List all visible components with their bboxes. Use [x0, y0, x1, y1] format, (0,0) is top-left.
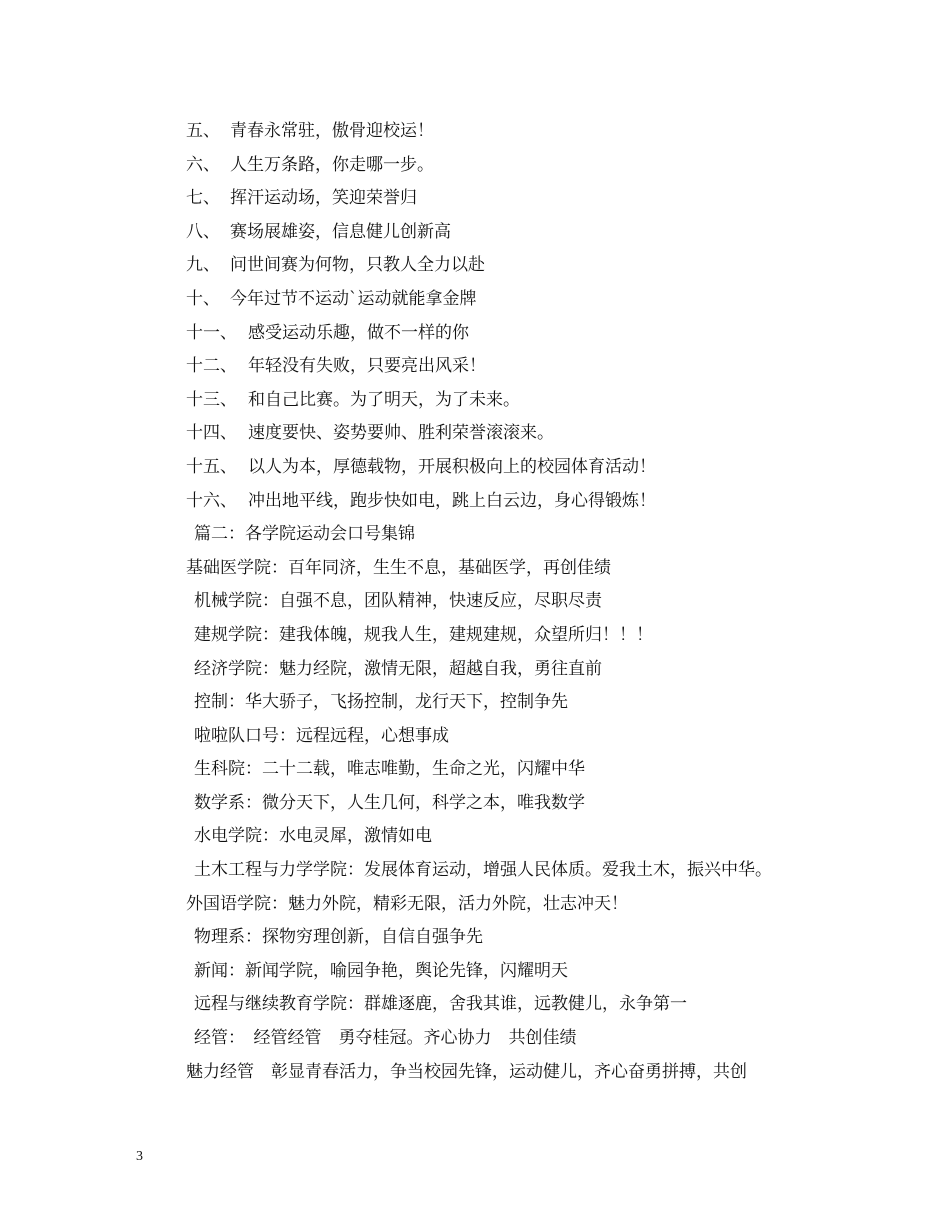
slogan-line: 水电学院：水电灵犀，激情如电 — [194, 826, 432, 847]
slogan-line: 生科院：二十二载，唯志唯勤，生命之光，闪耀中华 — [194, 759, 585, 780]
list-item — [186, 384, 866, 418]
slogan-line: 经济学院：魅力经院，激情无限，超越自我，勇往直前 — [194, 658, 602, 679]
list-item-number: 十二、 — [186, 356, 237, 377]
list-item-text: 速度要快、姿势要帅、胜利荣誉滚滚来。 — [248, 423, 554, 444]
list-item — [186, 451, 866, 485]
slogan-line: 新闻：新闻学院，喻园争艳，舆论先锋，闪耀明天 — [194, 960, 568, 981]
slogan-line: 控制：华大骄子，飞扬控制，龙行天下，控制争先 — [194, 692, 568, 713]
list-item-number: 十六、 — [186, 490, 237, 511]
list-item-number: 七、 — [186, 188, 220, 209]
slogan-line: 外国语学院：魅力外院，精彩无限，活力外院，壮志冲天！ — [186, 893, 628, 914]
list-item-text: 冲出地平线，跑步快如电，跳上白云边，身心得锻炼！ — [248, 490, 656, 511]
list-item-text: 问世间赛为何物，只教人全力以赴 — [230, 255, 485, 276]
list-item-number: 六、 — [186, 154, 220, 175]
list-item-text: 人生万条路，你走哪一步。 — [230, 154, 434, 175]
list-item-text: 赛场展雄姿，信息健儿创新高 — [230, 221, 451, 242]
list-item-number: 十、 — [186, 288, 220, 309]
list-item-text: 青春永常驻，傲骨迎校运！ — [230, 121, 434, 141]
slogan-line: 远程与继续教育学院：群雄逐鹿，舍我其谁，远教健儿，永争第一 — [194, 994, 687, 1015]
list-item-number: 十四、 — [186, 423, 237, 444]
list-item — [186, 149, 866, 183]
list-item-text: 以人为本，厚德载物，开展积极向上的校园体育活动！ — [248, 456, 656, 477]
list-item-number: 五、 — [186, 121, 220, 141]
list-item — [186, 283, 866, 317]
list-item — [186, 249, 866, 283]
slogan-line: 物理系：探物穷理创新，自信自强争先 — [194, 927, 483, 948]
list-item — [186, 350, 866, 384]
slogan-line: 数学系：微分天下，人生几何，科学之本，唯我数学 — [194, 792, 585, 813]
slogan-line: 土木工程与力学学院：发展体育运动，增强人民体质。爱我土木，振兴中华。 — [194, 860, 772, 881]
list-item-text: 感受运动乐趣，做不一样的你 — [248, 322, 469, 343]
list-item — [186, 115, 866, 149]
document-body — [186, 115, 866, 1089]
list-item — [186, 417, 866, 451]
page-number: 3 — [136, 1149, 143, 1164]
list-item-number: 十三、 — [186, 389, 237, 410]
list-item — [186, 317, 866, 351]
list-item — [186, 182, 866, 216]
list-item-text: 年轻没有失败，只要亮出风采！ — [248, 356, 486, 377]
list-item-number: 十五、 — [186, 456, 237, 477]
list-item-text: 今年过节不运动`运动就能拿金牌 — [230, 288, 477, 309]
list-item-number: 十一、 — [186, 322, 237, 343]
slogan-line: 经管： 经管经管 勇夺桂冠。齐心协力 共创佳绩 — [194, 1028, 577, 1049]
slogan-line: 建规学院：建我体魄，规我人生，建规建规，众望所归！！！ — [194, 624, 653, 645]
slogan-line: 啦啦队口号：远程远程，心想事成 — [194, 725, 449, 746]
list-item-number: 九、 — [186, 255, 220, 276]
list-item — [186, 216, 866, 250]
list-item-text: 和自己比赛。为了明天，为了未来。 — [248, 389, 520, 410]
list-item-number: 八、 — [186, 221, 220, 242]
list-item — [186, 485, 866, 519]
slogan-line: 魅力经管 彰显青春活力，争当校园先锋，运动健儿，齐心奋勇拼搏，共创 — [186, 1061, 747, 1082]
slogan-line: 基础医学院：百年同济，生生不息，基础医学，再创佳绩 — [186, 557, 611, 578]
list-item-text: 挥汗运动场，笑迎荣誉归 — [230, 188, 417, 209]
slogan-line: 机械学院：自强不息，团队精神，快速反应，尽职尽责 — [194, 591, 602, 612]
section-title: 篇二：各学院运动会口号集锦 — [194, 524, 415, 545]
